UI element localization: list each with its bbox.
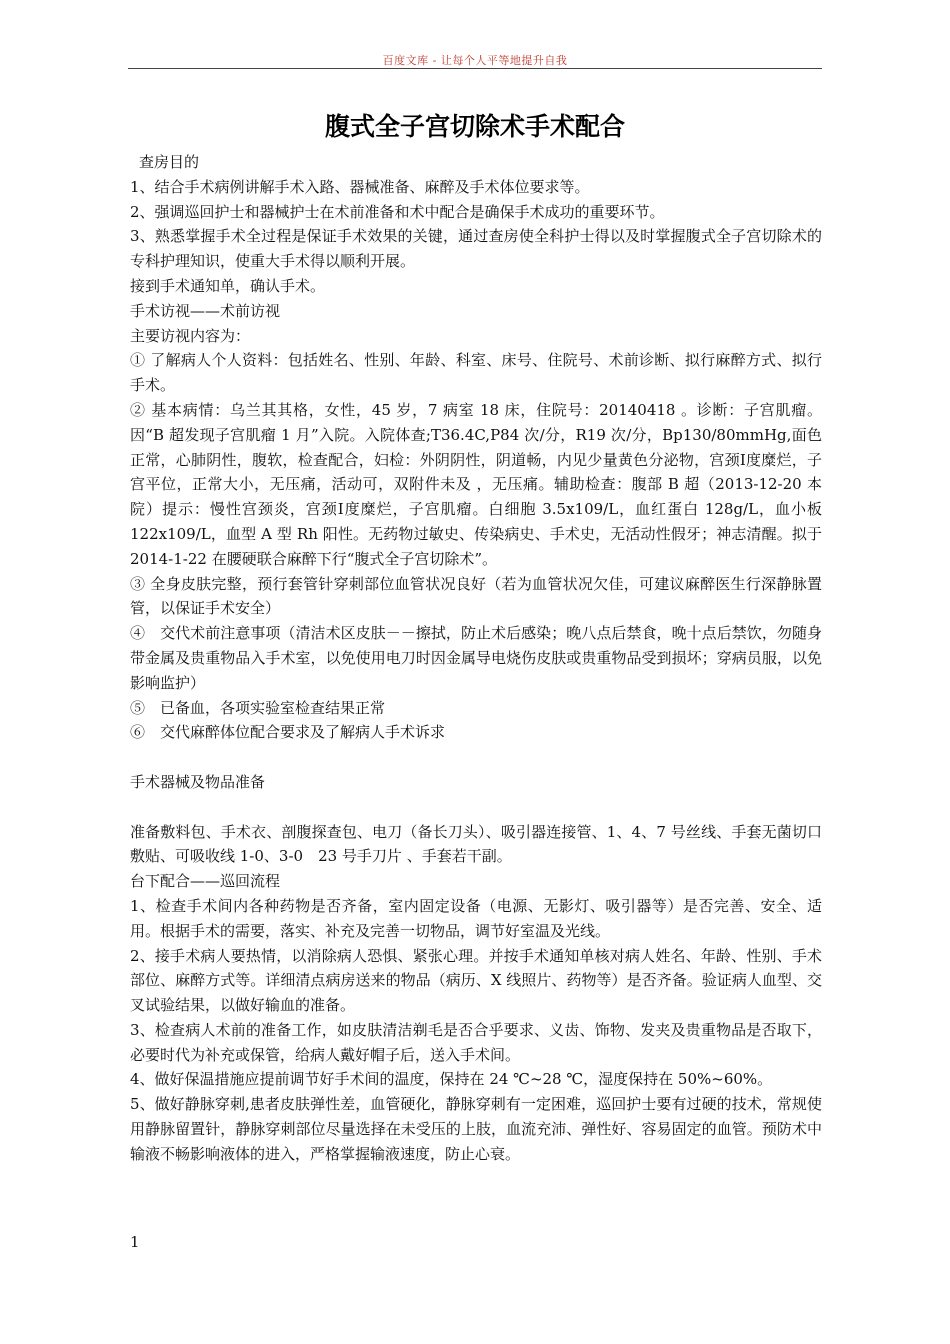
visit-item-1: ① 了解病人个人资料：包括姓名、性别、年龄、科室、床号、住院号、术前诊断、拟行麻醉方式、拟行手术。: [130, 351, 822, 395]
section-heading-preop-visit: 手术访视——术前访视: [130, 301, 281, 320]
visit-item-3: ③ 全身皮肤完整，预行套管针穿刺部位血管状况良好（若为血管状况欠佳，可建议麻醉医生行深静脉置管，以保证手术安全）: [130, 574, 822, 618]
purpose-item-3: 3、熟悉掌握手术全过程是保证手术效果的关键，通过查房使全科护士得以及时掌握腹式全子宫切除术的专科护理知识，使重大手术得以顺利开展。: [130, 227, 822, 271]
purpose-item-2: 2、强调巡回护士和器械护士在术前准备和术中配合是确保手术成功的重要环节。: [130, 202, 665, 221]
flow-item-2: 2、接手术病人要热情，以消除病人恐惧、紧张心理。并按手术通知单核对病人姓名、年龄、性别、手术部位、麻醉方式等。详细清点病房送来的物品（病历、X 线照片、药物等）是否齐备。验证病人血型、交叉试验结果，以做好输血的准备。: [130, 946, 822, 1015]
flow-item-3: 3、检查病人术前的准备工作，如皮肤清洁剃毛是否合乎要求、义齿、饰物、发夹及贵重物品是否取下，必要时代为补充或保管，给病人戴好帽子后，送入手术间。: [130, 1020, 822, 1064]
purpose-item-1: 1、结合手术病例讲解手术入路、器械准备、麻醉及手术体位要求等。: [130, 177, 590, 196]
visit-item-6: ⑥ 交代麻醉体位配合要求及了解病人手术诉求: [130, 723, 446, 742]
flow-item-1: 1、检查手术间内各种药物是否齐备，室内固定设备（电源、无影灯、吸引器等）是否完善、安全、适用。根据手术的需要，落实、补充及完善一切物品，调节好室温及光线。: [130, 896, 822, 940]
visit-item-5: ⑤ 已备血，各项实验室检查结果正常: [130, 698, 386, 717]
flow-item-4: 4、做好保温措施应提前调节好手术间的温度，保持在 24 ℃~28 ℃，湿度保持在 50%~60%。: [130, 1070, 773, 1089]
document-title: 腹式全子宫切除术手术配合: [324, 112, 625, 141]
blank-line: [130, 745, 822, 770]
section-heading-instruments: 手术器械及物品准备: [130, 772, 266, 791]
section-heading-circulating-flow: 台下配合——巡回流程: [130, 872, 281, 891]
document-body: [130, 150, 822, 1167]
flow-item-5: 5、做好静脉穿刺,患者皮肤弹性差，血管硬化，静脉穿刺有一定困难，巡回护士要有过硬的技术，常规使用静脉留置针，静脉穿刺部位尽量选择在未受压的上肢，血流充沛、弹性好、容易固定的血管。预防术中输液不畅影响液体的进入，严格掌握输液速度，防止心衰。: [130, 1095, 822, 1163]
paragraph-receive-notice: 接到手术通知单，确认手术。: [130, 276, 326, 295]
paragraph-visit-content-intro: 主要访视内容为：: [130, 326, 251, 345]
visit-item-2: ② 基本病情：乌兰其其格，女性，45 岁，7 病室 18 床，住院号：20140418 。诊断：子宫肌瘤。因“B 超发现子宫肌瘤 1 月”入院。入院体查;T36.4C,P84 次/分，R19 次/分，Bp130/80mmHg,面色正常，心肺阴性，腹软，检查配合，妇检：外阴阴性，阴道畅，内见少量黄色分泌物，宫颈Ⅰ度糜烂，子宫平位，正常大小，无压痛，活动可，双附件未及 ，无压痛。辅助检查：腹部 B 超（2013-12-20 本院）提示：慢性宫颈炎，宫颈Ⅰ度糜烂，子宫肌瘤。白细胞 3.5x109/L，血红蛋白 128g/L，血小板 122x109/L，血型 A 型 Rh 阳性。无药物过敏史、传染病史、手术史，无活动性假牙；神志清醒。拟于 2014-1-22 在腰硬联合麻醉下行“腹式全子宫切除术”。: [130, 400, 822, 568]
visit-item-4: ④ 交代术前注意事项（清洁术区皮肤－－擦拭，防止术后感染；晚八点后禁食，晚十点后禁饮，勿随身带金属及贵重物品入手术室，以免使用电刀时因金属导电烧伤皮肤或贵重物品受到损坏；穿病员服，以免影响监护）: [130, 624, 822, 692]
header-divider: [128, 68, 822, 69]
page-number: 1: [130, 1233, 140, 1251]
section-heading-ward-round-purpose: 查房目的: [139, 153, 200, 171]
blank-line: [130, 795, 822, 820]
paragraph-instrument-list: 准备敷料包、手术衣、剖腹探查包、电刀（备长刀头）、吸引器连接管、1、4、7 号丝线、手套无菌切口敷贴、可吸收线 1-0、3-0 23 号手刀片 、手套若干副。: [130, 822, 822, 866]
page-header: 百度文库 - 让每个人平等地提升自我: [382, 54, 568, 67]
